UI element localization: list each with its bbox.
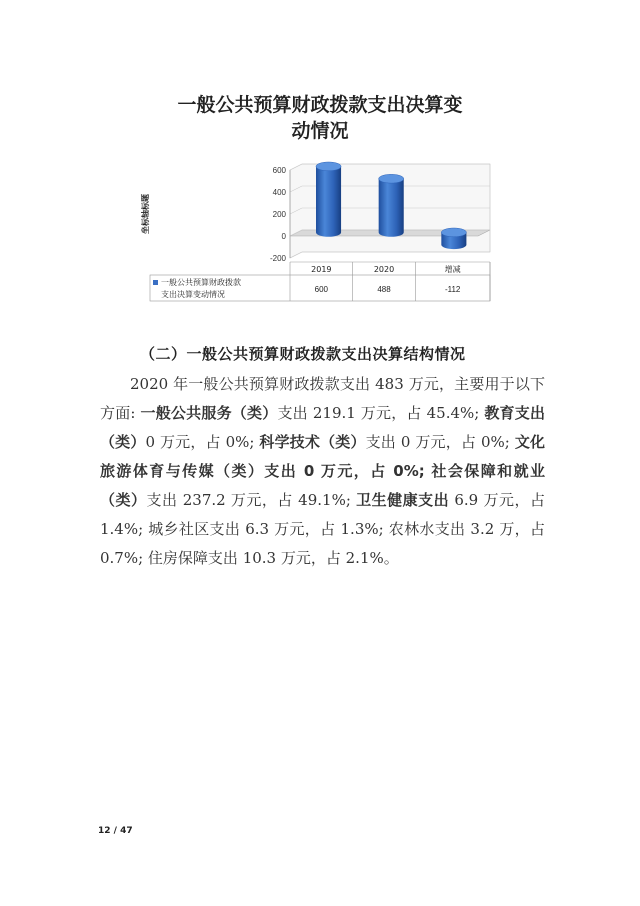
legend-swatch [153, 280, 158, 285]
body-text-10: 卫生健康支出 [356, 491, 450, 509]
y-tick-label: 0 [281, 232, 286, 241]
x-category-label: 增减 [444, 265, 461, 274]
body-text-7: 支出 0 万元，占 0%; [365, 433, 515, 451]
body-text-4: 教育支出（类） [100, 404, 545, 451]
section-body [100, 370, 545, 573]
data-table-value: 488 [377, 285, 391, 294]
bar-cap-增减 [441, 228, 466, 237]
legend-label-line2: 支出决算变动情况 [161, 290, 225, 299]
x-category-label: 2019 [311, 265, 332, 274]
chart-title-line2: 动情况 [291, 120, 349, 142]
body-text-6: 科学技术（类） [259, 433, 366, 451]
y-axis-title: 坐标轴标题 [141, 194, 150, 234]
body-paragraph [100, 370, 545, 573]
data-table-value: -112 [444, 285, 461, 294]
bar-chart [140, 150, 500, 320]
bar-cap-2019 [316, 162, 341, 171]
bar-2019 [316, 166, 341, 236]
section-heading: （二）一般公共预算财政拨款支出决算结构情况 [140, 345, 466, 363]
body-text-2: 一般公共服务（类） [140, 404, 278, 422]
body-text-1: 2020 年一般公共预算财政拨款支出 483 万元，主要用于以下方面: [100, 375, 545, 422]
body-text-5: 0 万元，占 0%; [145, 433, 260, 451]
y-tick-label: -200 [269, 254, 286, 263]
x-category-label: 2020 [373, 265, 395, 274]
chart-title-line1: 一般公共预算财政拨款支出决算变 [177, 94, 463, 116]
page-number: 12 / 47 [98, 826, 133, 836]
body-text-11: 6.9 万元，占 1.4%; 城乡社区支出 6.3 万元，占 1.3%; 农林水支出 3.2 万，占 0.7%; 住房保障支出 10.3 万元，占 2.1%。 [100, 491, 545, 567]
data-table-value: 600 [314, 285, 329, 294]
bar-2020 [379, 179, 404, 237]
y-tick-label: 400 [272, 188, 286, 197]
bar-cap-2020 [379, 174, 404, 183]
body-text-8: 文化旅游体育与传媒（类）支出 0 万元，占 0%; 社会保障和就业（类） [100, 433, 545, 509]
chart-title [140, 92, 500, 144]
body-text-9: 支出 237.2 万元，占 49.1%; [146, 491, 357, 509]
y-tick-label: 200 [272, 210, 286, 219]
body-text-3: 支出 219.1 万元，占 45.4%; [277, 404, 485, 422]
y-tick-label: 600 [272, 166, 286, 175]
legend-label-line1: 一般公共预算财政拨款 [161, 278, 241, 287]
